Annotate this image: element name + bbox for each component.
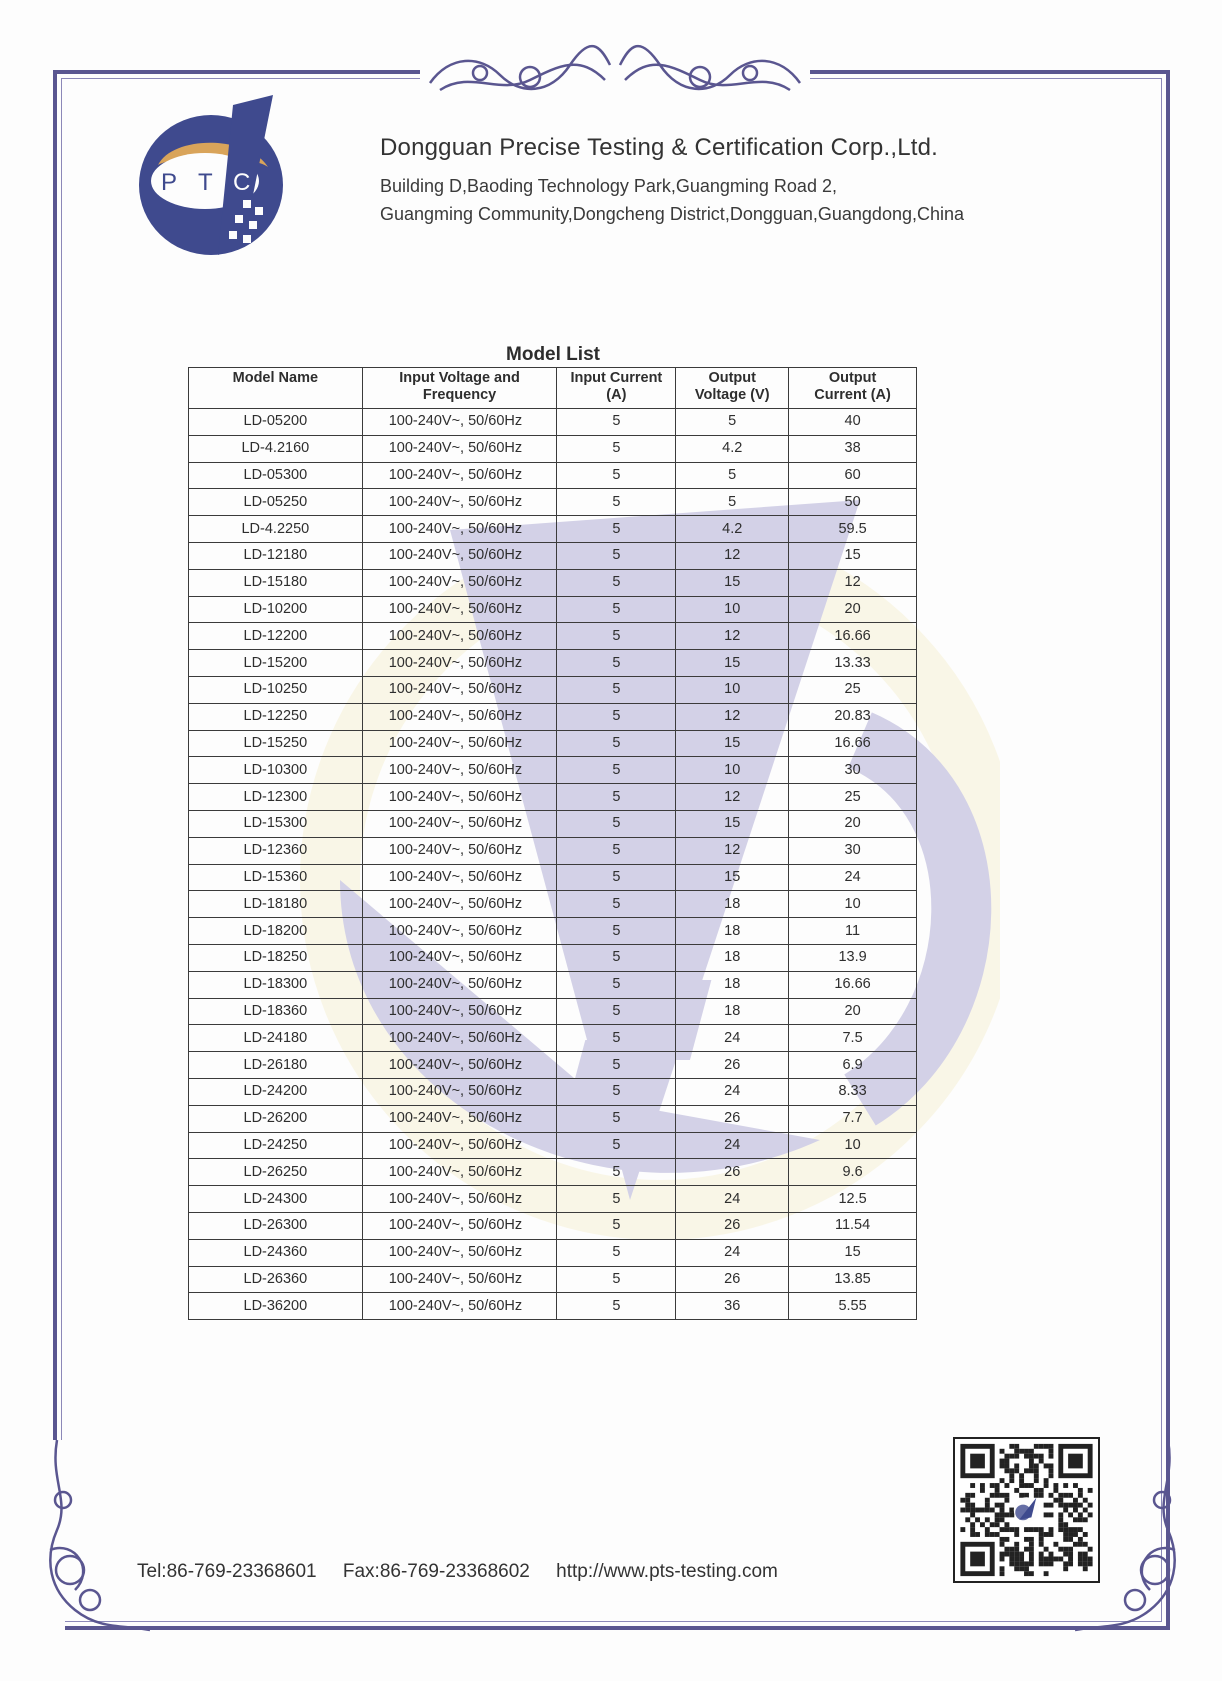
cell-input-current: 5	[557, 918, 676, 945]
cell-output-voltage: 12	[676, 623, 789, 650]
table-row	[189, 409, 917, 436]
cell-input-voltage: 100-240V~, 50/60Hz	[362, 623, 557, 650]
cell-input-voltage: 100-240V~, 50/60Hz	[362, 1132, 557, 1159]
table-row	[189, 516, 917, 543]
cell-output-current: 11.54	[789, 1212, 917, 1239]
cell-output-current: 13.85	[789, 1266, 917, 1293]
cell-output-current: 30	[789, 757, 917, 784]
cell-input-current: 5	[557, 998, 676, 1025]
cell-input-current: 5	[557, 650, 676, 677]
cell-input-voltage: 100-240V~, 50/60Hz	[362, 998, 557, 1025]
cell-output-voltage: 24	[676, 1132, 789, 1159]
table-row	[189, 1159, 917, 1186]
table-row	[189, 1105, 917, 1132]
cell-input-voltage: 100-240V~, 50/60Hz	[362, 489, 557, 516]
cell-model-name: LD-24180	[189, 1025, 363, 1052]
cell-output-voltage: 4.2	[676, 516, 789, 543]
logo-letter-p: P	[161, 169, 178, 196]
cell-output-voltage: 12	[676, 542, 789, 569]
company-name: Dongguan Precise Testing & Certification Corp.,Ltd.	[380, 134, 939, 161]
cell-model-name: LD-26300	[189, 1212, 363, 1239]
cell-model-name: LD-15360	[189, 864, 363, 891]
table-row	[189, 810, 917, 837]
cell-model-name: LD-18250	[189, 944, 363, 971]
cell-output-voltage: 24	[676, 1186, 789, 1213]
cell-input-voltage: 100-240V~, 50/60Hz	[362, 918, 557, 945]
cell-output-voltage: 5	[676, 489, 789, 516]
cell-input-current: 5	[557, 1212, 676, 1239]
cell-input-current: 5	[557, 730, 676, 757]
cell-model-name: LD-12200	[189, 623, 363, 650]
cell-output-voltage: 18	[676, 944, 789, 971]
cell-output-current: 60	[789, 462, 917, 489]
cell-input-voltage: 100-240V~, 50/60Hz	[362, 891, 557, 918]
cell-input-current: 5	[557, 1105, 676, 1132]
table-title: Model List	[506, 344, 600, 365]
cell-input-current: 5	[557, 1293, 676, 1320]
cell-input-current: 5	[557, 784, 676, 811]
cell-input-voltage: 100-240V~, 50/60Hz	[362, 971, 557, 998]
cell-input-current: 5	[557, 1186, 676, 1213]
cell-input-voltage: 100-240V~, 50/60Hz	[362, 569, 557, 596]
cell-input-current: 5	[557, 1052, 676, 1079]
cell-output-voltage: 12	[676, 703, 789, 730]
ptc-logo	[133, 95, 308, 260]
cell-output-current: 40	[789, 409, 917, 436]
table-row	[189, 864, 917, 891]
cell-output-voltage: 15	[676, 810, 789, 837]
cell-output-voltage: 5	[676, 409, 789, 436]
cell-input-voltage: 100-240V~, 50/60Hz	[362, 757, 557, 784]
cell-model-name: LD-18200	[189, 918, 363, 945]
cell-input-current: 5	[557, 569, 676, 596]
cell-output-voltage: 15	[676, 730, 789, 757]
cell-input-voltage: 100-240V~, 50/60Hz	[362, 810, 557, 837]
cell-input-voltage: 100-240V~, 50/60Hz	[362, 1105, 557, 1132]
cell-output-current: 25	[789, 676, 917, 703]
cell-output-current: 59.5	[789, 516, 917, 543]
table-row	[189, 1239, 917, 1266]
footer-tel: Tel:86-769-23368601	[137, 1561, 317, 1582]
footer-contact	[137, 1561, 798, 1583]
cell-input-voltage: 100-240V~, 50/60Hz	[362, 462, 557, 489]
header-output-current: Output Current (A)	[789, 368, 917, 409]
cell-output-voltage: 15	[676, 569, 789, 596]
cell-input-voltage: 100-240V~, 50/60Hz	[362, 944, 557, 971]
cell-input-current: 5	[557, 944, 676, 971]
cell-input-voltage: 100-240V~, 50/60Hz	[362, 650, 557, 677]
table-row	[189, 569, 917, 596]
address-line-2: Guangming Community,Dongcheng District,Dongguan,Guangdong,China	[380, 204, 965, 224]
cell-output-current: 38	[789, 435, 917, 462]
cell-model-name: LD-15180	[189, 569, 363, 596]
cell-model-name: LD-26180	[189, 1052, 363, 1079]
cell-input-voltage: 100-240V~, 50/60Hz	[362, 703, 557, 730]
table-row	[189, 837, 917, 864]
table-row	[189, 489, 917, 516]
cell-output-voltage: 12	[676, 837, 789, 864]
cell-output-voltage: 15	[676, 650, 789, 677]
cell-input-current: 5	[557, 462, 676, 489]
table-row	[189, 998, 917, 1025]
cell-input-current: 5	[557, 891, 676, 918]
cell-model-name: LD-12300	[189, 784, 363, 811]
cell-output-voltage: 36	[676, 1293, 789, 1320]
cell-output-voltage: 26	[676, 1052, 789, 1079]
cell-output-current: 13.33	[789, 650, 917, 677]
cell-output-voltage: 26	[676, 1105, 789, 1132]
cell-model-name: LD-4.2250	[189, 516, 363, 543]
cell-output-voltage: 18	[676, 918, 789, 945]
cell-output-voltage: 10	[676, 676, 789, 703]
bottom-left-ornament-icon	[45, 1440, 155, 1640]
cell-output-voltage: 15	[676, 864, 789, 891]
cell-input-voltage: 100-240V~, 50/60Hz	[362, 1159, 557, 1186]
cell-input-current: 5	[557, 1132, 676, 1159]
cell-output-current: 20.83	[789, 703, 917, 730]
cell-input-current: 5	[557, 1239, 676, 1266]
cell-input-voltage: 100-240V~, 50/60Hz	[362, 409, 557, 436]
cell-input-voltage: 100-240V~, 50/60Hz	[362, 864, 557, 891]
cell-model-name: LD-24250	[189, 1132, 363, 1159]
logo-letter-t: T	[198, 169, 213, 196]
cell-model-name: LD-36200	[189, 1293, 363, 1320]
cell-output-current: 10	[789, 891, 917, 918]
cell-output-current: 15	[789, 542, 917, 569]
cell-output-current: 12.5	[789, 1186, 917, 1213]
cell-input-voltage: 100-240V~, 50/60Hz	[362, 542, 557, 569]
cell-output-voltage: 18	[676, 998, 789, 1025]
cell-model-name: LD-10250	[189, 676, 363, 703]
cell-input-current: 5	[557, 864, 676, 891]
table-row	[189, 784, 917, 811]
cell-output-voltage: 18	[676, 891, 789, 918]
table-row	[189, 1025, 917, 1052]
table-row	[189, 650, 917, 677]
header-input-current: Input Current (A)	[557, 368, 676, 409]
cell-input-voltage: 100-240V~, 50/60Hz	[362, 1239, 557, 1266]
cell-output-current: 50	[789, 489, 917, 516]
table-row	[189, 891, 917, 918]
model-list-table	[188, 367, 917, 1320]
cell-output-current: 25	[789, 784, 917, 811]
cell-model-name: LD-12360	[189, 837, 363, 864]
cell-output-current: 16.66	[789, 730, 917, 757]
cell-model-name: LD-12180	[189, 542, 363, 569]
cell-output-current: 12	[789, 569, 917, 596]
cell-model-name: LD-15200	[189, 650, 363, 677]
cell-output-voltage: 10	[676, 757, 789, 784]
cell-input-current: 5	[557, 435, 676, 462]
table-row	[189, 435, 917, 462]
cell-model-name: LD-05200	[189, 409, 363, 436]
table-row	[189, 1078, 917, 1105]
cell-model-name: LD-24300	[189, 1186, 363, 1213]
cell-output-voltage: 24	[676, 1239, 789, 1266]
cell-input-current: 5	[557, 1078, 676, 1105]
cell-output-current: 13.9	[789, 944, 917, 971]
cell-output-voltage: 4.2	[676, 435, 789, 462]
cell-output-current: 11	[789, 918, 917, 945]
cell-model-name: LD-26200	[189, 1105, 363, 1132]
cell-input-voltage: 100-240V~, 50/60Hz	[362, 1293, 557, 1320]
qr-code	[953, 1437, 1100, 1583]
cell-model-name: LD-18180	[189, 891, 363, 918]
cell-model-name: LD-05250	[189, 489, 363, 516]
table-row	[189, 918, 917, 945]
cell-output-current: 16.66	[789, 623, 917, 650]
logo-letter-c: C	[233, 169, 251, 196]
cell-input-voltage: 100-240V~, 50/60Hz	[362, 596, 557, 623]
table-row	[189, 1266, 917, 1293]
address-line-1: Building D,Baoding Technology Park,Guangming Road 2,	[380, 176, 837, 196]
cell-input-voltage: 100-240V~, 50/60Hz	[362, 676, 557, 703]
cell-model-name: LD-4.2160	[189, 435, 363, 462]
cell-output-current: 7.5	[789, 1025, 917, 1052]
cell-model-name: LD-26360	[189, 1266, 363, 1293]
table-row	[189, 757, 917, 784]
cell-output-current: 20	[789, 998, 917, 1025]
cell-input-current: 5	[557, 489, 676, 516]
cell-output-voltage: 24	[676, 1025, 789, 1052]
cell-model-name: LD-18300	[189, 971, 363, 998]
cell-output-voltage: 18	[676, 971, 789, 998]
cell-output-current: 15	[789, 1239, 917, 1266]
cell-output-voltage: 26	[676, 1159, 789, 1186]
footer-url[interactable]: http://www.pts-testing.com	[556, 1561, 778, 1582]
company-header	[380, 134, 964, 228]
cell-input-voltage: 100-240V~, 50/60Hz	[362, 837, 557, 864]
cell-model-name: LD-15300	[189, 810, 363, 837]
table-row	[189, 703, 917, 730]
table-row	[189, 676, 917, 703]
cell-input-current: 5	[557, 1266, 676, 1293]
cell-output-voltage: 10	[676, 596, 789, 623]
cell-input-voltage: 100-240V~, 50/60Hz	[362, 1186, 557, 1213]
table-row	[189, 1052, 917, 1079]
cell-input-current: 5	[557, 757, 676, 784]
cell-model-name: LD-24200	[189, 1078, 363, 1105]
cell-input-current: 5	[557, 810, 676, 837]
cell-model-name: LD-18360	[189, 998, 363, 1025]
cell-input-current: 5	[557, 703, 676, 730]
table-row	[189, 1293, 917, 1320]
cell-output-current: 9.6	[789, 1159, 917, 1186]
cell-input-voltage: 100-240V~, 50/60Hz	[362, 1052, 557, 1079]
table-header-row	[189, 368, 917, 409]
cell-output-current: 7.7	[789, 1105, 917, 1132]
cell-output-current: 16.66	[789, 971, 917, 998]
cell-output-current: 20	[789, 596, 917, 623]
cell-input-current: 5	[557, 516, 676, 543]
cell-output-voltage: 5	[676, 462, 789, 489]
cell-input-voltage: 100-240V~, 50/60Hz	[362, 1266, 557, 1293]
cell-input-current: 5	[557, 1159, 676, 1186]
table-row	[189, 462, 917, 489]
table-row	[189, 623, 917, 650]
footer-fax: Fax:86-769-23368602	[342, 1561, 530, 1582]
cell-input-voltage: 100-240V~, 50/60Hz	[362, 1212, 557, 1239]
cell-input-current: 5	[557, 542, 676, 569]
cell-output-current: 8.33	[789, 1078, 917, 1105]
cell-output-current: 20	[789, 810, 917, 837]
table-row	[189, 730, 917, 757]
cell-output-voltage: 26	[676, 1212, 789, 1239]
cell-input-current: 5	[557, 623, 676, 650]
cell-input-current: 5	[557, 837, 676, 864]
top-ornament-icon	[420, 35, 810, 103]
cell-output-current: 5.55	[789, 1293, 917, 1320]
cell-model-name: LD-12250	[189, 703, 363, 730]
cell-input-current: 5	[557, 676, 676, 703]
cell-output-voltage: 24	[676, 1078, 789, 1105]
cell-output-voltage: 26	[676, 1266, 789, 1293]
cell-input-voltage: 100-240V~, 50/60Hz	[362, 784, 557, 811]
cell-output-voltage: 12	[676, 784, 789, 811]
cell-input-voltage: 100-240V~, 50/60Hz	[362, 516, 557, 543]
cell-model-name: LD-05300	[189, 462, 363, 489]
qr-code-icon	[955, 1439, 1098, 1581]
table-row	[189, 1132, 917, 1159]
cell-model-name: LD-10200	[189, 596, 363, 623]
table-row	[189, 944, 917, 971]
cell-input-current: 5	[557, 409, 676, 436]
cell-input-current: 5	[557, 1025, 676, 1052]
cell-output-current: 30	[789, 837, 917, 864]
cell-input-voltage: 100-240V~, 50/60Hz	[362, 1025, 557, 1052]
table-row	[189, 971, 917, 998]
cell-output-current: 6.9	[789, 1052, 917, 1079]
cell-model-name: LD-15250	[189, 730, 363, 757]
cell-model-name: LD-26250	[189, 1159, 363, 1186]
cell-input-current: 5	[557, 971, 676, 998]
cell-input-voltage: 100-240V~, 50/60Hz	[362, 1078, 557, 1105]
cell-model-name: LD-24360	[189, 1239, 363, 1266]
table-row	[189, 542, 917, 569]
table-row	[189, 596, 917, 623]
cell-input-current: 5	[557, 596, 676, 623]
header-output-voltage: Output Voltage (V)	[676, 368, 789, 409]
header-model-name: Model Name	[189, 368, 363, 409]
table-row	[189, 1186, 917, 1213]
cell-output-current: 10	[789, 1132, 917, 1159]
cell-input-voltage: 100-240V~, 50/60Hz	[362, 435, 557, 462]
header-input-voltage: Input Voltage and Frequency	[362, 368, 557, 409]
cell-output-current: 24	[789, 864, 917, 891]
cell-input-voltage: 100-240V~, 50/60Hz	[362, 730, 557, 757]
table-row	[189, 1212, 917, 1239]
cell-model-name: LD-10300	[189, 757, 363, 784]
